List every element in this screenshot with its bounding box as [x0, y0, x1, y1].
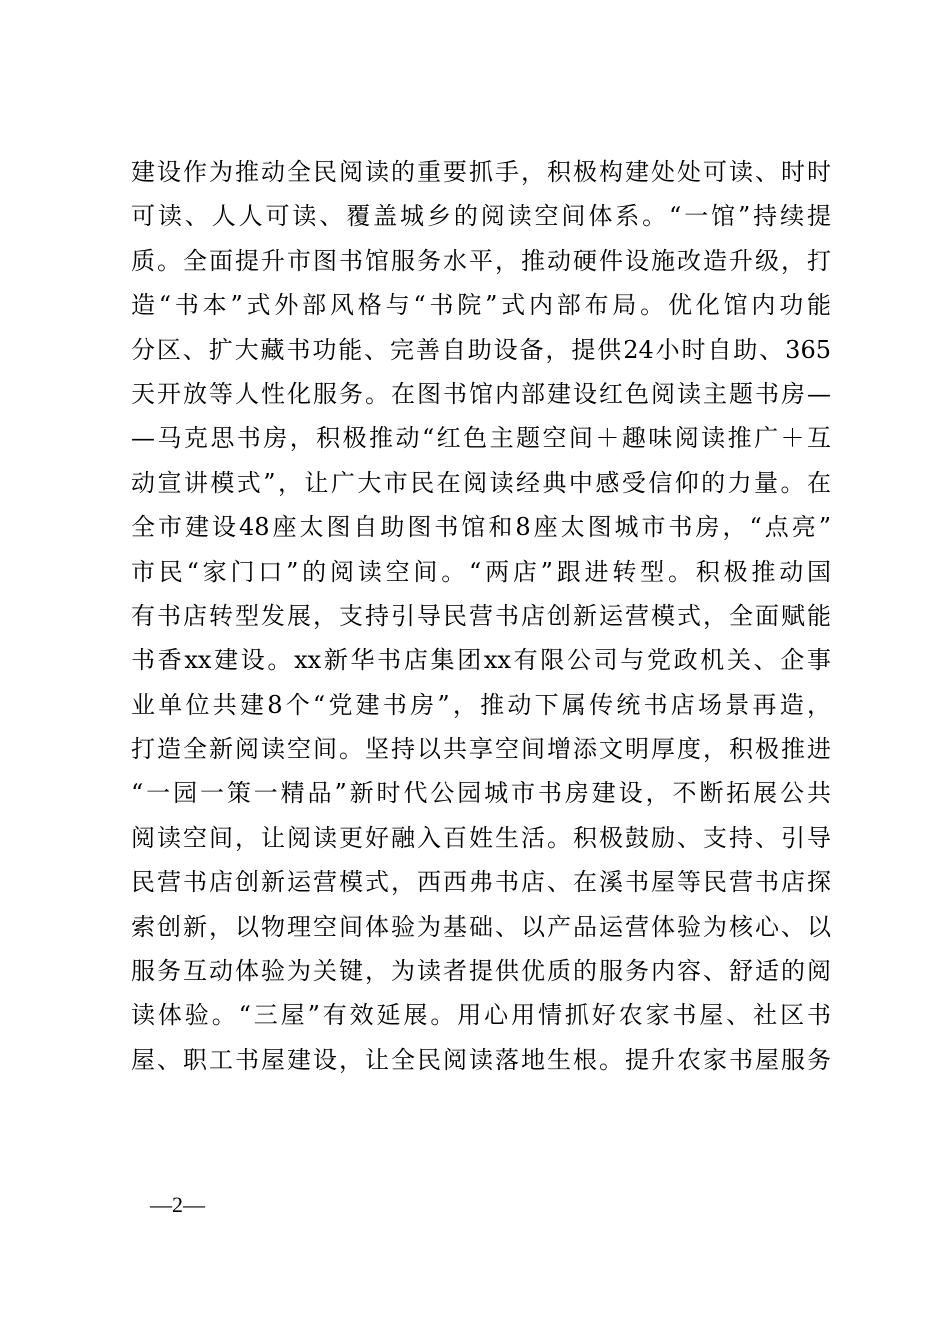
text-line: 天开放等人性化服务。在图书馆内部建设红色阅读主题书房— — [131, 379, 831, 408]
text-line: —马克思书房，积极推动“红色主题空间＋趣味阅读推广＋互 — [131, 424, 831, 453]
text-line: 造“书本”式外部风格与“书院”式内部布局。优化馆内功能 — [131, 291, 831, 320]
text-line: 服务互动体验为关键，为读者提供优质的服务内容、舒适的阅 — [131, 957, 831, 986]
text-line: 建设作为推动全民阅读的重要抓手，积极构建处处可读、时时 — [131, 158, 831, 186]
text-line: 全市建设48座太图自助图书馆和8座太图城市书房，“点亮” — [131, 513, 831, 542]
text-line: 读体验。“三屋”有效延展。用心用情抓好农家书屋、社区书 — [131, 1001, 831, 1030]
text-line: 书香xx建设。xx新华书店集团xx有限公司与党政机关、企事 — [131, 646, 831, 675]
text-line: “一园一策一精品”新时代公园城市书房建设，不断拓展公共 — [131, 779, 831, 808]
text-line: 市民“家门口”的阅读空间。“两店”跟进转型。积极推动国 — [131, 557, 831, 586]
text-line: 民营书店创新运营模式，西西弗书店、在溪书屋等民营书店探 — [131, 868, 831, 897]
text-line: 索创新，以物理空间体验为基础、以产品运营体验为核心、以 — [131, 912, 831, 941]
text-line: 有书店转型发展，支持引导民营书店创新运营模式，全面赋能 — [131, 601, 831, 630]
text-line: 屋、职工书屋建设，让全民阅读落地生根。提升农家书屋服务 — [131, 1045, 831, 1074]
text-line: 业单位共建8个“党建书房”，推动下属传统书店场景再造， — [131, 690, 831, 719]
text-line: 打造全新阅读空间。坚持以共享空间增添文明厚度，积极推进 — [131, 735, 831, 764]
text-line: 阅读空间，让阅读更好融入百姓生活。积极鼓励、支持、引导 — [131, 823, 831, 852]
text-line: 质。全面提升市图书馆服务水平，推动硬件设施改造升级，打 — [131, 246, 831, 275]
text-line: 分区、扩大藏书功能、完善自助设备，提供24小时自助、365 — [131, 335, 831, 364]
body-paragraph — [131, 150, 831, 1082]
page-number: —2— — [150, 1192, 205, 1217]
text-line: 可读、人人可读、覆盖城乡的阅读空间体系。“一馆”持续提 — [131, 202, 831, 231]
text-line: 动宣讲模式”，让广大市民在阅读经典中感受信仰的力量。在 — [131, 468, 831, 497]
